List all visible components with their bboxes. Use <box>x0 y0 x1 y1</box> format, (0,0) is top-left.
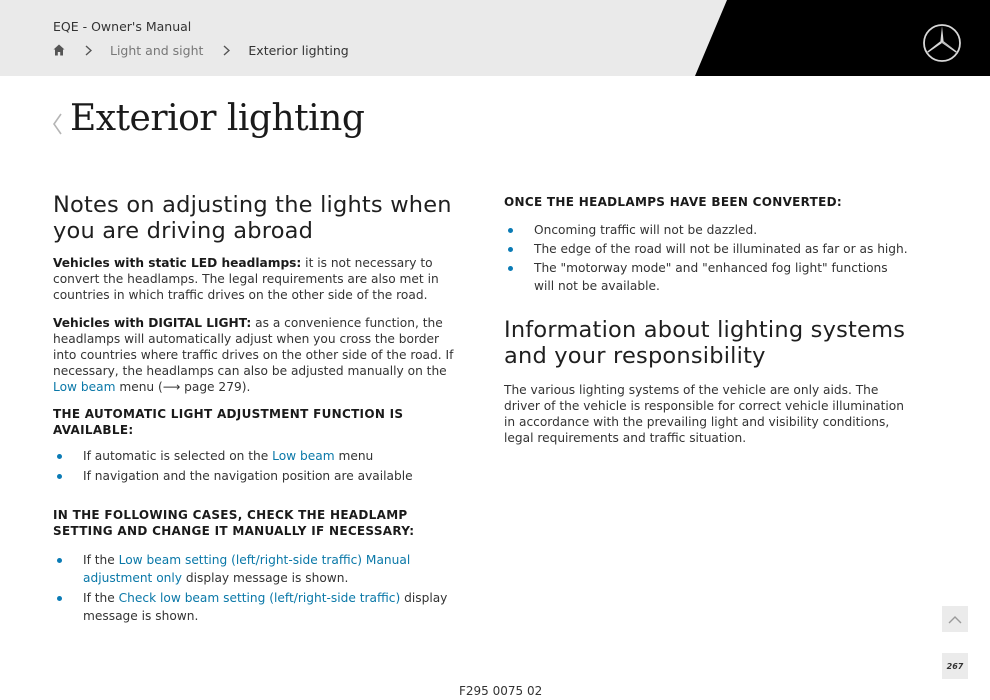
low-beam-setting-message-link[interactable]: Low beam setting (left/right-side traffic) Manual adjustment only <box>83 553 411 585</box>
check-low-beam-message-link[interactable]: Check low beam setting (left/right-side traffic) <box>118 591 401 605</box>
scroll-to-top-button[interactable] <box>942 606 968 632</box>
mercedes-star-logo[interactable] <box>922 23 962 63</box>
list-item <box>53 551 465 587</box>
list-item: Oncoming traffic will not be dazzled. <box>504 221 909 239</box>
page-title: Exterior lighting <box>70 98 365 139</box>
doc-title: EQE - Owner's Manual <box>53 19 192 34</box>
list-item-text: If the <box>83 553 119 567</box>
digital-light-text-after: menu (⟶ page 279). <box>115 380 251 394</box>
digital-light-label: Vehicles with DIGITAL LIGHT: <box>53 316 252 330</box>
left-column <box>53 192 465 625</box>
section-title-adjusting-abroad: Notes on adjusting the lights when you are driving abroad <box>53 192 452 244</box>
home-icon[interactable] <box>53 44 65 56</box>
check-setting-list <box>53 551 465 625</box>
list-item-text: display message is shown. <box>181 571 349 585</box>
list-item-text: If the <box>83 591 119 605</box>
back-chevron-icon[interactable] <box>51 112 63 136</box>
static-led-paragraph <box>53 255 465 303</box>
low-beam-link[interactable]: Low beam <box>53 380 116 394</box>
chevron-right-icon <box>85 45 92 56</box>
right-column <box>504 194 909 446</box>
auto-adjust-list <box>53 447 465 485</box>
low-beam-link[interactable]: Low beam <box>272 449 335 463</box>
breadcrumb <box>53 42 349 58</box>
list-item-text: display message is shown. <box>83 591 448 623</box>
header-black-panel <box>0 0 990 76</box>
digital-light-text: as a convenience function, the headlamps will automatically adjust when you cross the border into countries where traffic drives on the other side of the road. If necessary, the headlamps can also be adjusted manually on the <box>53 316 454 378</box>
auto-adjust-heading: THE AUTOMATIC LIGHT ADJUSTMENT FUNCTION IS AVAILABLE: <box>53 407 404 437</box>
list-item-text: If automatic is selected on the <box>83 449 273 463</box>
breadcrumb-item-light-and-sight[interactable]: Light and sight <box>110 42 204 58</box>
converted-list <box>504 221 909 295</box>
list-item-text: If navigation and the navigation position are available <box>83 469 413 483</box>
converted-heading: ONCE THE HEADLAMPS HAVE BEEN CONVERTED: <box>504 195 843 209</box>
list-item <box>53 589 465 625</box>
list-item: The "motorway mode" and "enhanced fog light" functions will not be available. <box>504 259 909 295</box>
list-item-text: menu <box>334 449 374 463</box>
list-item <box>53 467 465 485</box>
figure-code: F295 0075 02 <box>459 684 543 698</box>
chevron-right-icon <box>223 45 230 56</box>
static-led-text: it is not necessary to convert the headlamps. The legal requirements are also met in countries in which traffic drives on the other side of the road. <box>53 256 439 302</box>
chevron-up-icon <box>948 615 962 624</box>
responsibility-paragraph: The various lighting systems of the vehicle are only aids. The driver of the vehicle is responsible for correct vehicle illumination in accordance with the prevailing light and visibility conditions, legal requirements and traffic situation. <box>504 383 904 445</box>
static-led-label: Vehicles with static LED headlamps: <box>53 256 302 270</box>
page-number-badge[interactable]: 267 <box>942 653 968 679</box>
list-item <box>53 447 465 465</box>
check-setting-heading: IN THE FOLLOWING CASES, CHECK THE HEADLAMP SETTING AND CHANGE IT MANUALLY IF NECESSARY: <box>53 508 415 538</box>
digital-light-paragraph <box>53 315 465 395</box>
list-item: The edge of the road will not be illuminated as far or as high. <box>504 240 909 258</box>
breadcrumb-item-exterior-lighting: Exterior lighting <box>248 42 349 58</box>
section-title-responsibility: Information about lighting systems and your responsibility <box>504 317 906 369</box>
